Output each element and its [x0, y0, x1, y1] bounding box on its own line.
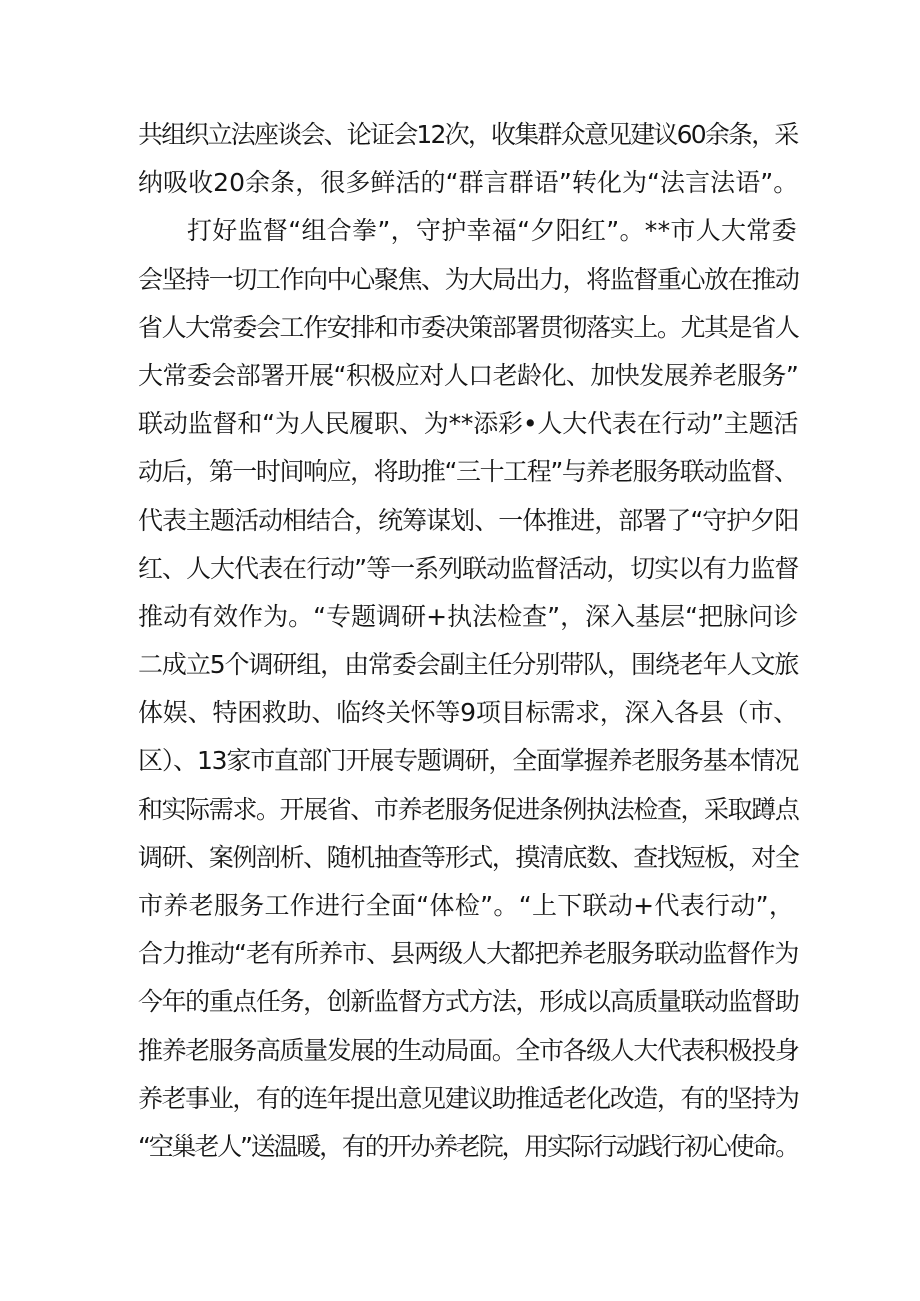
text-line: 今年的重点任务，创新监督方式方法，形成以高质量联动监督助: [138, 987, 799, 1017]
text-line: 和实际需求。开展省、市养老服务促进条例执法检查，采取蹲点: [138, 794, 799, 824]
text-line: 红、人大代表在行动”等一系列联动监督活动，切实以有力监督: [138, 553, 799, 583]
text-line: 市养老服务工作进行全面“体检”。“上下联动+代表行动”，: [138, 891, 795, 920]
text-line: 共组织立法座谈会、论证会12次，收集群众意见建议60余条，采: [138, 120, 798, 149]
text-line: 合力推动“老有所养市、县两级人大都把养老服务联动监督作为: [138, 939, 799, 969]
text-line: 二成立5个调研组，由常委会副主任分别带队，围绕老年人文旅: [138, 650, 799, 680]
text-line: 养老事业，有的连年提出意见建议助推适老化改造，有的坚持为: [138, 1083, 799, 1113]
body-text: [138, 111, 798, 1171]
text-line: 推养老服务高质量发展的生动局面。全市各级人大代表积极投身: [138, 1035, 799, 1065]
text-line: 省人大常委会工作安排和市委决策部署贯彻落实上。尤其是省人: [138, 312, 799, 342]
text-line: 代表主题活动相结合，统筹谋划、一体推进，部署了“守护夕阳: [138, 505, 799, 535]
text-line: 动后，第一时间响应，将助推“三十工程”与养老服务联动监督、: [138, 457, 798, 487]
text-line: 体娱、特困救助、临终关怀等9项目标需求，深入各县（市、: [138, 698, 799, 728]
text-line: “空巢老人”送温暖，有的开办养老院，用实际行动践行初心使命。: [138, 1131, 798, 1161]
text-line: 联动监督和“为人民履职、为**添彩•人大代表在行动”主题活: [138, 409, 799, 439]
text-line: 纳吸收20余条，很多鲜活的“群言群语”转化为“法言法语”。: [138, 168, 799, 198]
text-line: 会坚持一切工作向中心聚焦、为大局出力，将监督重心放在推动: [138, 264, 799, 294]
text-line: 大常委会部署开展“积极应对人口老龄化、加快发展养老服务”: [138, 360, 799, 390]
paragraph-start-line: 打好监督“组合拳”，守护幸福“夕阳红”。**市人大常委: [187, 216, 797, 246]
text-line: 区）、13家市直部门开展专题调研，全面掌握养老服务基本情况: [138, 746, 799, 776]
text-line: 推动有效作为。“专题调研+执法检查”，深入基层“把脉问诊: [138, 601, 799, 631]
text-line: 调研、案例剖析、随机抽查等形式，摸清底数、查找短板，对全: [138, 842, 799, 872]
